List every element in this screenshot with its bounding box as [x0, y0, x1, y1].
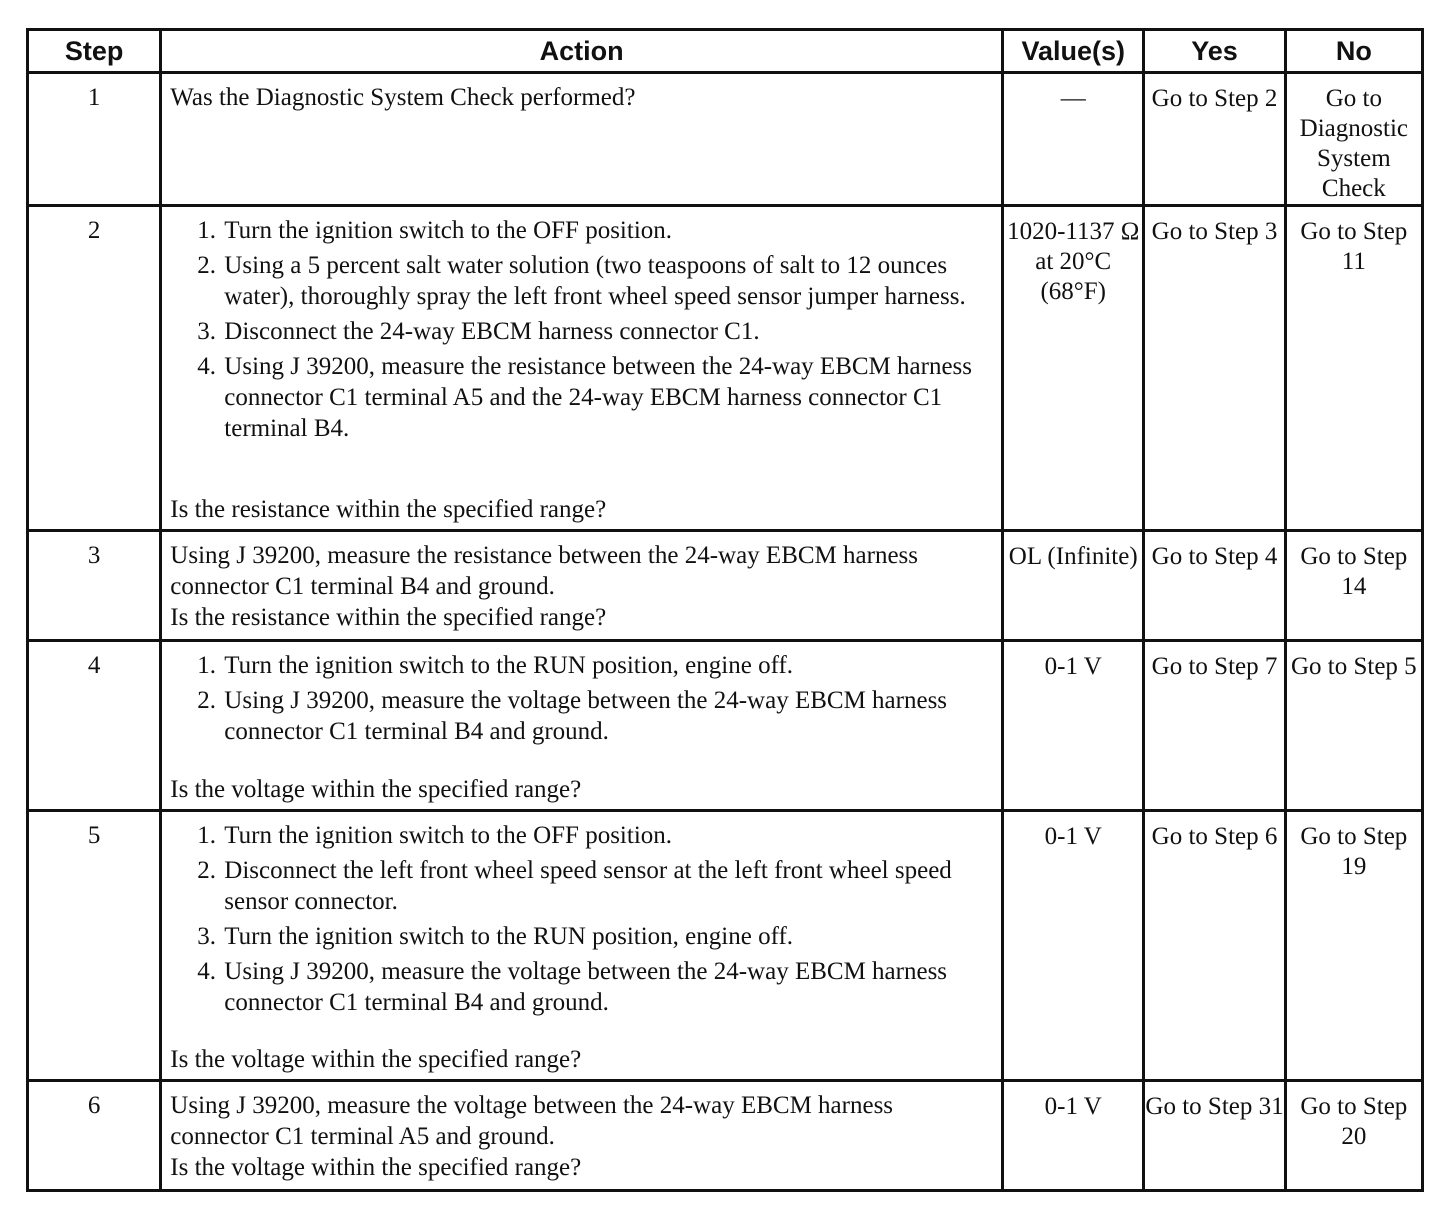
no-cell: Go to Step 19 — [1285, 811, 1422, 1081]
action-cell — [161, 811, 1003, 1081]
yes-cell: Go to Step 31 — [1144, 1081, 1285, 1191]
action-question: Is the voltage within the specified range? — [170, 1154, 582, 1181]
instruction-item: 4. Using J 39200, measure the resistance between the 24-way EBCM harness connector C1 terminal A5 and the 24-way EBCM harness connector C1 terminal B4. — [222, 351, 991, 444]
action-text: Using J 39200, measure the voltage between the 24-way EBCM harness connector C1 terminal A5 and ground. — [170, 1092, 894, 1150]
action-cell — [161, 73, 1003, 206]
header-step: Step — [28, 30, 161, 73]
action-question: Is the resistance within the specified range? — [170, 604, 607, 631]
yes-cell: Go to Step 7 — [1144, 641, 1285, 811]
header-row — [28, 30, 1423, 73]
table-row — [28, 811, 1423, 1081]
yes-cell: Go to Step 6 — [1144, 811, 1285, 1081]
instruction-item: 1. Turn the ignition switch to the OFF position. — [222, 820, 991, 851]
step-number: 3 — [28, 531, 161, 641]
action-question: Is the voltage within the specified range? — [170, 776, 582, 803]
value-cell: 0-1 V — [1003, 1081, 1144, 1191]
instruction-list — [170, 820, 991, 1018]
no-cell: Go to Step 11 — [1285, 206, 1422, 531]
action-question: Is the resistance within the specified range? — [170, 496, 607, 523]
instruction-item: 3. Disconnect the 24-way EBCM harness connector C1. — [222, 316, 991, 347]
yes-cell: Go to Step 2 — [1144, 73, 1285, 206]
instruction-item: 2. Using J 39200, measure the voltage between the 24-way EBCM harness connector C1 terminal B4 and ground. — [222, 685, 991, 747]
no-cell: Go to Diagnostic System Check — [1285, 73, 1422, 206]
no-cell: Go to Step 20 — [1285, 1081, 1422, 1191]
table-row — [28, 531, 1423, 641]
header-values: Value(s) — [1003, 30, 1144, 73]
value-cell: 0-1 V — [1003, 811, 1144, 1081]
table-row — [28, 1081, 1423, 1191]
action-cell — [161, 641, 1003, 811]
instruction-item: 4. Using J 39200, measure the voltage between the 24-way EBCM harness connector C1 terminal B4 and ground. — [222, 956, 991, 1018]
step-number: 1 — [28, 73, 161, 206]
value-cell: — — [1003, 73, 1144, 206]
header-no: No — [1285, 30, 1422, 73]
no-cell: Go to Step 14 — [1285, 531, 1422, 641]
action-text: Was the Diagnostic System Check performed? — [170, 84, 636, 111]
table-row — [28, 641, 1423, 811]
header-yes: Yes — [1144, 30, 1285, 73]
step-number: 5 — [28, 811, 161, 1081]
table-row — [28, 206, 1423, 531]
step-number: 6 — [28, 1081, 161, 1191]
instruction-item: 2. Disconnect the left front wheel speed sensor at the left front wheel speed sensor connector. — [222, 855, 991, 917]
instruction-list — [170, 215, 991, 444]
instruction-item: 3. Turn the ignition switch to the RUN position, engine off. — [222, 921, 991, 952]
yes-cell: Go to Step 3 — [1144, 206, 1285, 531]
instruction-item: 1. Turn the ignition switch to the RUN position, engine off. — [222, 650, 991, 681]
diagnostic-table — [26, 28, 1424, 1192]
no-cell: Go to Step 5 — [1285, 641, 1422, 811]
value-cell: OL (Infinite) — [1003, 531, 1144, 641]
step-number: 2 — [28, 206, 161, 531]
step-number: 4 — [28, 641, 161, 811]
value-cell: 1020-1137 Ω at 20°C (68°F) — [1003, 206, 1144, 531]
value-cell: 0-1 V — [1003, 641, 1144, 811]
action-question: Is the voltage within the specified range? — [170, 1046, 582, 1073]
table-row — [28, 73, 1423, 206]
action-text: Using J 39200, measure the resistance between the 24-way EBCM harness connector C1 terminal B4 and ground. — [170, 542, 919, 600]
header-action: Action — [161, 30, 1003, 73]
action-cell — [161, 1081, 1003, 1191]
yes-cell: Go to Step 4 — [1144, 531, 1285, 641]
action-cell — [161, 206, 1003, 531]
instruction-item: 1. Turn the ignition switch to the OFF position. — [222, 215, 991, 246]
action-cell — [161, 531, 1003, 641]
instruction-item: 2. Using a 5 percent salt water solution (two teaspoons of salt to 12 ounces water), thoroughly spray the left front wheel speed sensor jumper harness. — [222, 250, 991, 312]
instruction-list — [170, 650, 991, 747]
